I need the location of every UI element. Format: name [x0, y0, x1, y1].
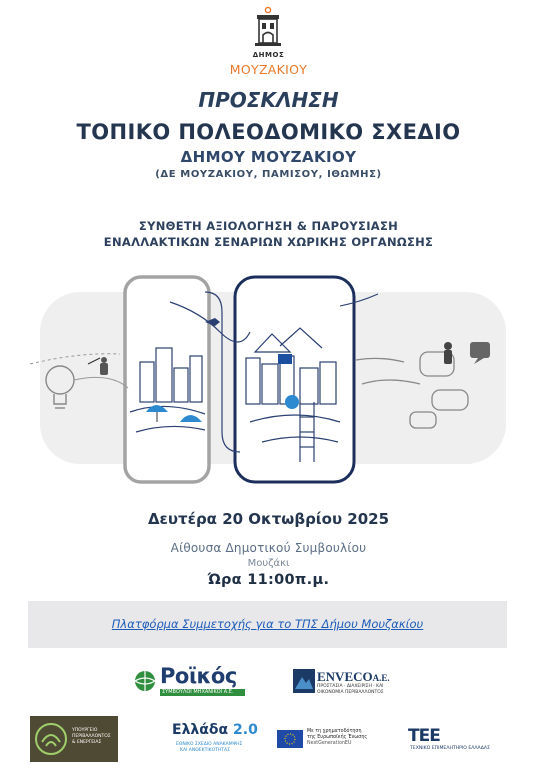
subject-line-1: ΣΥΝΘΕΤΗ ΑΞΙΟΛΟΓΗΣΗ & ΠΑΡΟΥΣΙΑΣΗ: [138, 219, 399, 233]
ministry-line-3: & ΕΝΕΡΓΕΙΑΣ: [72, 740, 102, 745]
eu-line-3: NextGenerationEU: [307, 741, 352, 746]
greece20-name: Ελλάδα: [172, 722, 229, 738]
event-venue: Αίθουσα Δημοτικού Συμβουλίου: [170, 541, 367, 555]
greece20-subtitle-1: ΕΘΝΙΚΟ ΣΧΕΔΙΟ ΑΝΑΚΑΜΨΗΣ: [176, 742, 243, 747]
municipality-name: ΜΟΥΖΑΚΙΟΥ: [229, 62, 308, 77]
municipality-crest-icon: [248, 6, 288, 50]
leaf-emblem-icon: [34, 722, 68, 756]
plan-title: ΤΟΠΙΚΟ ΠΟΛΕΟΔΟΜΙΚΟ ΣΧΕΔΙΟ: [76, 120, 461, 144]
ministry-line-1: ΥΠΟΥΡΓΕΙΟ: [72, 728, 98, 733]
ministry-logo: [30, 716, 118, 762]
roikos-subtitle: ΣΥΜΒΟΥΛΟΙ ΜΗΧΑΝΙΚΟΙ Α.Ε.: [162, 689, 234, 695]
planning-scenarios-illustration: [0, 272, 537, 488]
event-date: Δευτέρα 20 Οκτωβρίου 2025: [147, 510, 390, 528]
roikos-logo: [133, 664, 245, 697]
event-time: Ώρα 11:00π.μ.: [207, 572, 330, 588]
greece20-subtitle-2: ΚΑΙ ΑΝΘΕΚΤΙΚΟΤΗΤΑΣ: [180, 748, 230, 753]
platform-link[interactable]: Πλατφόρμα Συμμετοχής για το ΤΠΣ Δήμου Μουζακίου: [111, 617, 424, 631]
municipal-units: (ΔΕ ΜΟΥΖΑΚΙΟΥ, ΠΑΜΙΣΟΥ, ΙΘΩΜΗΣ): [155, 169, 382, 180]
eu-flag-icon: [277, 730, 303, 748]
enveco-suffix: Α.Ε.: [372, 673, 390, 683]
enveco-name: ENVECO: [317, 669, 373, 684]
subject-line-2: ΕΝΑΛΛΑΚΤΙΚΩΝ ΣΕΝΑΡΙΩΝ ΧΩΡΙΚΗΣ ΟΡΓΑΝΩΣΗΣ: [103, 235, 434, 249]
roikos-name: Ροϊκός: [160, 664, 237, 688]
tee-logo: [406, 726, 506, 754]
person-icon: [444, 342, 452, 364]
greece20-number: 2.0: [233, 722, 258, 738]
ministry-line-2: ΠΕΡΙΒΑΛΛΟΝΤΟΣ: [72, 734, 111, 739]
enveco-subtitle-2: ΟΙΚΟΝΟΜΙΑ ΠΕΡΙΒΑΛΛΟΝΤΟΣ: [317, 690, 384, 695]
event-town: Μουζάκι: [247, 558, 290, 569]
person-icon: [100, 357, 108, 375]
globe-icon: [133, 669, 157, 693]
eu-line-2: της Ευρωπαϊκής Ένωσης: [307, 735, 368, 740]
enveco-subtitle-1: ΠΡΟΣΤΑΣΙΑ · ΔΙΑΧΕΙΡΙΣΗ · ΚΑΙ: [317, 684, 384, 689]
municipality-label: ΔΗΜΟΣ: [252, 51, 285, 59]
invitation-title: ΠΡΟΣΚΛΗΣΗ: [198, 88, 339, 112]
mountain-icon: [293, 669, 315, 693]
enveco-logo: [293, 669, 403, 697]
tee-subtitle: ΤΕΧΝΙΚΟ ΕΠΙΜΕΛΗΤΗΡΙΟ ΕΛΛΑΔΑΣ: [410, 746, 490, 751]
greece20-logo: [172, 722, 272, 756]
eu-logo: [277, 728, 377, 752]
platform-banner: [28, 601, 507, 648]
municipality-title: ΔΗΜΟΥ ΜΟΥΖΑΚΙΟΥ: [180, 148, 357, 166]
tee-name: ΤΕΕ: [408, 726, 440, 746]
eu-line-1: Με τη χρηματοδότηση: [307, 729, 362, 734]
